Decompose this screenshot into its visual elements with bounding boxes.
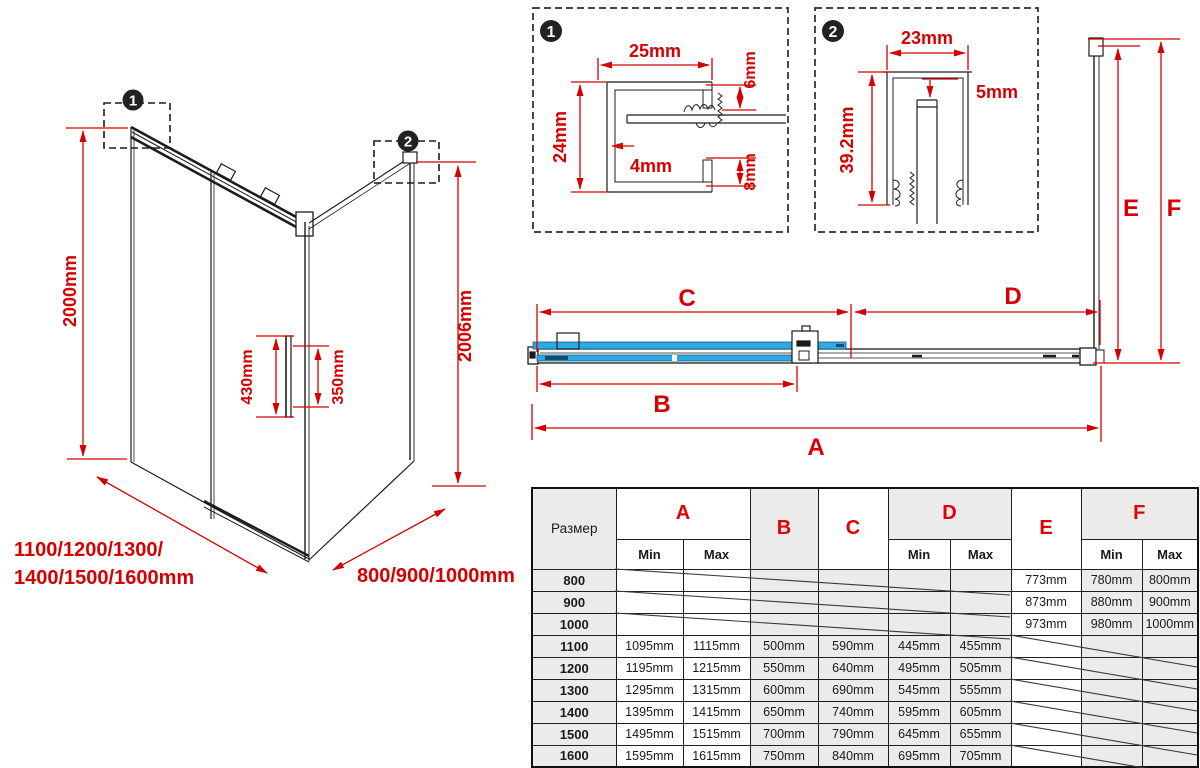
cell-f-min	[1081, 635, 1142, 657]
cell-f-max: 800mm	[1142, 569, 1198, 591]
cell-f-min: 780mm	[1081, 569, 1142, 591]
cell-f-min	[1081, 657, 1142, 679]
dim-handle-inner: 350mm	[330, 349, 347, 405]
cell-c	[818, 569, 888, 591]
column-header-f: F	[1081, 488, 1198, 539]
column-header-b: B	[750, 488, 818, 569]
row-size: 1500	[532, 723, 616, 745]
cell-a-max: 1615mm	[683, 745, 750, 767]
cell-a-max: 1315mm	[683, 679, 750, 701]
size-table	[531, 487, 1199, 768]
cell-a-max	[683, 591, 750, 613]
cell-d-max: 655mm	[950, 723, 1011, 745]
detail-view-1	[533, 8, 788, 232]
cell-d-max: 555mm	[950, 679, 1011, 701]
cell-f-max	[1142, 723, 1198, 745]
cell-f-max	[1142, 657, 1198, 679]
row-size: 1600	[532, 745, 616, 767]
cell-c: 690mm	[818, 679, 888, 701]
cell-d-max: 505mm	[950, 657, 1011, 679]
fixed-glass-plan	[537, 355, 795, 361]
cell-d-min: 645mm	[888, 723, 950, 745]
cell-a-min: 1395mm	[616, 701, 683, 723]
table-row	[532, 635, 1198, 657]
cell-a-min: 1195mm	[616, 657, 683, 679]
cell-b: 600mm	[750, 679, 818, 701]
cell-e	[1011, 635, 1081, 657]
dim-height-right: 2006mm	[455, 289, 475, 363]
cell-b	[750, 569, 818, 591]
cell-f-max	[1142, 745, 1198, 767]
cell-d-min: 545mm	[888, 679, 950, 701]
row-size: 1000	[532, 613, 616, 635]
detail-2-number: 2	[828, 24, 838, 41]
wall-profile-cap	[403, 152, 417, 163]
cell-d-max	[950, 613, 1011, 635]
detail-view-2	[815, 8, 1038, 232]
cell-a-min: 1095mm	[616, 635, 683, 657]
plan-label-b: B	[653, 391, 671, 418]
detail1-height-label: 24mm	[550, 110, 570, 164]
table-row	[532, 591, 1198, 613]
column-header-e: E	[1011, 488, 1081, 569]
detail1-topgap-label: 6mm	[742, 51, 759, 89]
detail1-width-label: 25mm	[628, 41, 682, 61]
cell-e: 973mm	[1011, 613, 1081, 635]
row-size: 1300	[532, 679, 616, 701]
cell-e	[1011, 723, 1081, 745]
roller-block	[261, 188, 280, 204]
plan-label-d: D	[1004, 283, 1022, 310]
door-glass-bumper	[836, 344, 844, 347]
table-row	[532, 569, 1198, 591]
plan-label-c: C	[678, 285, 696, 312]
detail2-inset-label: 5mm	[976, 82, 1019, 102]
marker-2-number: 2	[403, 133, 413, 151]
cell-b: 700mm	[750, 723, 818, 745]
cell-f-max: 1000mm	[1142, 613, 1198, 635]
cell-c	[818, 591, 888, 613]
cell-a-min	[616, 591, 683, 613]
cell-d-min	[888, 569, 950, 591]
cell-a-max	[683, 569, 750, 591]
isometric-view	[104, 103, 439, 562]
dim-height-left: 2000mm	[60, 254, 80, 328]
cell-d-min	[888, 613, 950, 635]
cell-a-max: 1515mm	[683, 723, 750, 745]
cell-b: 550mm	[750, 657, 818, 679]
cell-d-min: 445mm	[888, 635, 950, 657]
detail1-wall-label: 4mm	[629, 156, 673, 176]
table-row	[532, 723, 1198, 745]
size-column-header: Размер	[532, 488, 616, 569]
plan-label-e: E	[1122, 195, 1140, 222]
cell-b	[750, 591, 818, 613]
roller-block	[217, 164, 236, 180]
cell-d-max: 605mm	[950, 701, 1011, 723]
table-row	[532, 613, 1198, 635]
cell-e	[1011, 657, 1081, 679]
column-header-c: C	[818, 488, 888, 569]
glass-seam	[672, 355, 677, 361]
plan-label-f: F	[1166, 195, 1182, 222]
cell-d-min: 495mm	[888, 657, 950, 679]
f-max-header: Max	[1142, 539, 1198, 569]
cell-d-min: 595mm	[888, 701, 950, 723]
cell-a-min: 1295mm	[616, 679, 683, 701]
cell-d-max: 455mm	[950, 635, 1011, 657]
cell-f-max	[1142, 679, 1198, 701]
cell-f-max	[1142, 701, 1198, 723]
row-size: 1200	[532, 657, 616, 679]
row-size: 800	[532, 569, 616, 591]
d-max-header: Max	[950, 539, 1011, 569]
cell-d-min	[888, 591, 950, 613]
f-min-header: Min	[1081, 539, 1142, 569]
door-handle	[284, 336, 293, 417]
dim-front-widths-2: 1400/1500/1600mm	[14, 567, 195, 589]
row-size: 1100	[532, 635, 616, 657]
cell-c: 640mm	[818, 657, 888, 679]
table-row	[532, 745, 1198, 767]
cell-e: 873mm	[1011, 591, 1081, 613]
cell-d-min: 695mm	[888, 745, 950, 767]
dim-front-widths-1: 1100/1200/1300/	[14, 539, 164, 561]
cell-b: 650mm	[750, 701, 818, 723]
table-row	[532, 701, 1198, 723]
cell-a-max: 1415mm	[683, 701, 750, 723]
marker-1-number: 1	[128, 92, 138, 110]
cell-a-max: 1215mm	[683, 657, 750, 679]
cell-c: 790mm	[818, 723, 888, 745]
cell-b: 500mm	[750, 635, 818, 657]
cell-c: 840mm	[818, 745, 888, 767]
detail-1-number: 1	[546, 24, 556, 41]
cell-f-max: 900mm	[1142, 591, 1198, 613]
cell-a-min: 1595mm	[616, 745, 683, 767]
detail2-height-label: 39.2mm	[837, 106, 857, 174]
detail2-width-label: 23mm	[900, 28, 954, 48]
cell-f-min: 880mm	[1081, 591, 1142, 613]
cell-e	[1011, 679, 1081, 701]
cell-c	[818, 613, 888, 635]
fixed-glass-clamp	[545, 356, 568, 360]
cell-a-max: 1115mm	[683, 635, 750, 657]
a-max-header: Max	[683, 539, 750, 569]
cell-d-max: 705mm	[950, 745, 1011, 767]
cell-e	[1011, 701, 1081, 723]
cell-a-min	[616, 613, 683, 635]
dim-handle-outer: 430mm	[239, 349, 256, 405]
cell-f-min	[1081, 701, 1142, 723]
cell-f-min: 980mm	[1081, 613, 1142, 635]
cell-f-min	[1081, 723, 1142, 745]
cell-c: 590mm	[818, 635, 888, 657]
cell-a-max	[683, 613, 750, 635]
cell-d-max	[950, 569, 1011, 591]
plan-label-a: A	[807, 434, 825, 461]
row-size: 1400	[532, 701, 616, 723]
cell-e	[1011, 745, 1081, 767]
cell-f-max	[1142, 635, 1198, 657]
row-size: 900	[532, 591, 616, 613]
table-row	[532, 679, 1198, 701]
cell-a-min	[616, 569, 683, 591]
cell-d-max	[950, 591, 1011, 613]
cell-f-min	[1081, 679, 1142, 701]
table-row	[532, 657, 1198, 679]
cell-b: 750mm	[750, 745, 818, 767]
cell-a-min: 1495mm	[616, 723, 683, 745]
column-header-a: A	[616, 488, 750, 539]
cell-b	[750, 613, 818, 635]
cell-f-min	[1081, 745, 1142, 767]
column-header-d: D	[888, 488, 1011, 539]
d-min-header: Min	[888, 539, 950, 569]
cell-e: 773mm	[1011, 569, 1081, 591]
cell-c: 740mm	[818, 701, 888, 723]
dim-side-depths: 800/900/1000mm	[357, 565, 515, 587]
a-min-header: Min	[616, 539, 683, 569]
detail1-bottomgap-label: 8mm	[742, 153, 759, 191]
